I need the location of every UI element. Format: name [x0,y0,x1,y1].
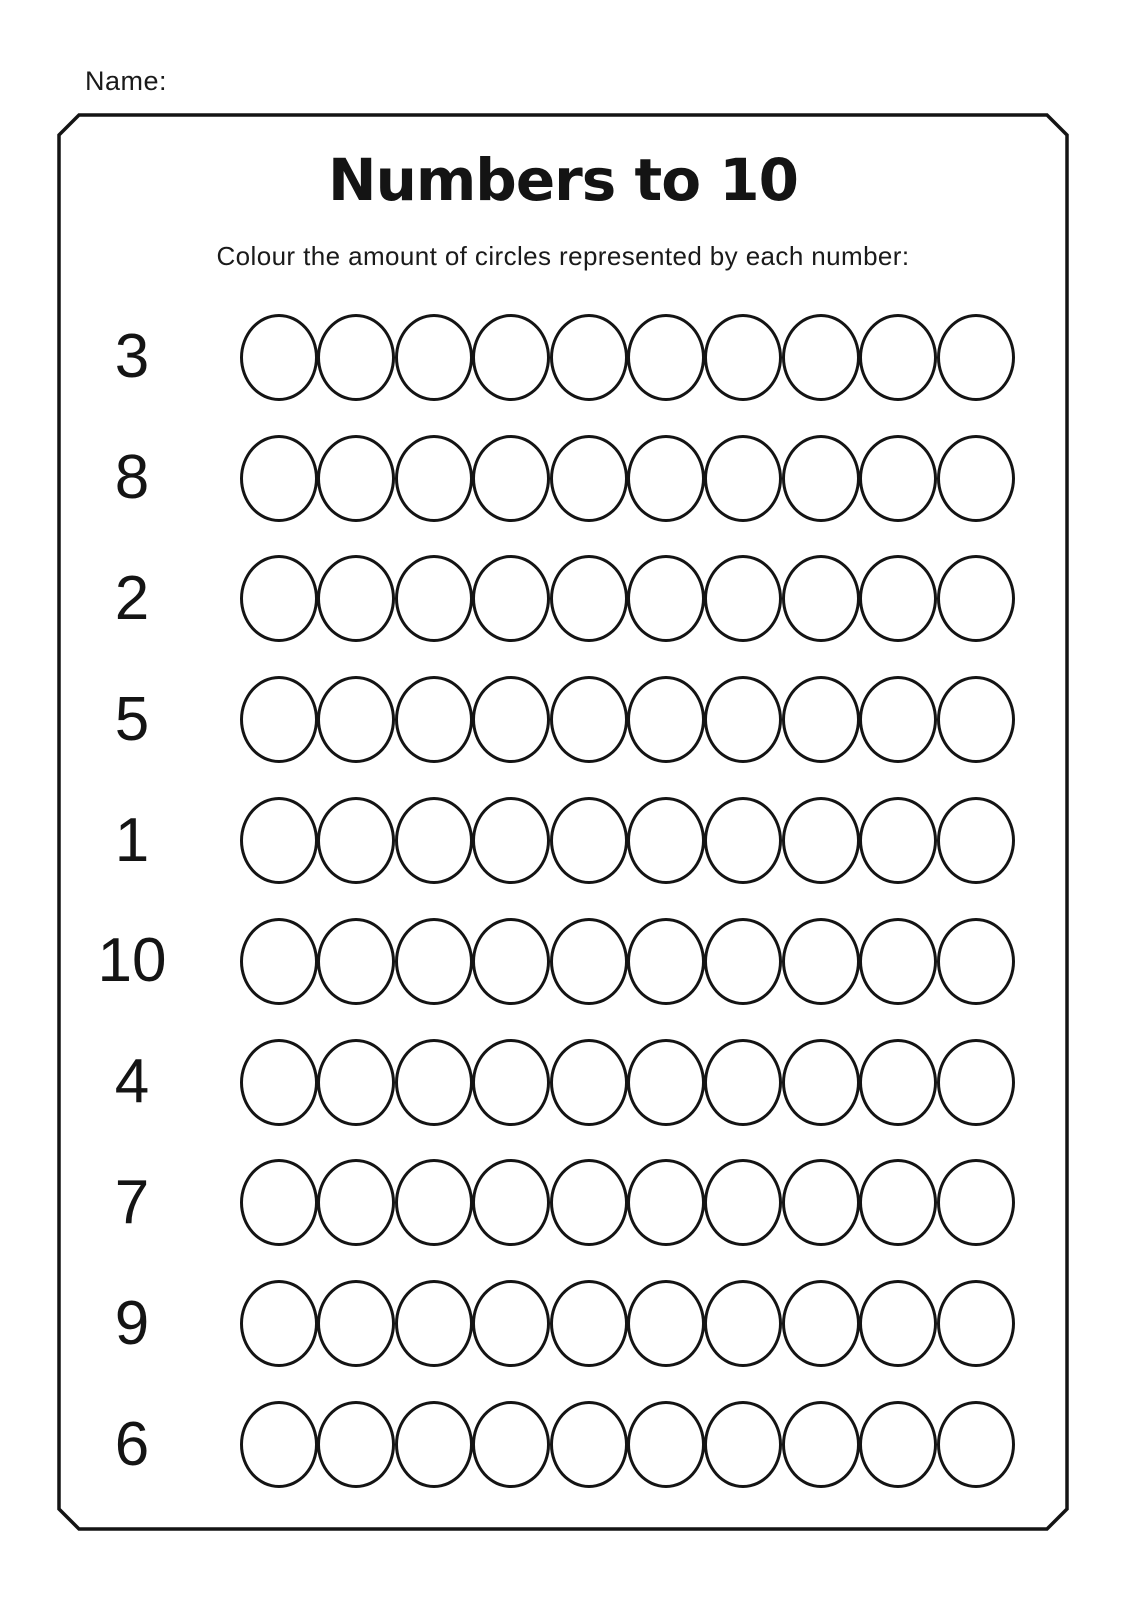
colour-circle[interactable] [472,1159,550,1246]
colour-circle[interactable] [704,918,782,1005]
colour-circle[interactable] [704,676,782,763]
number-row [57,1384,1069,1505]
name-label: Name: [85,66,168,96]
colour-circle[interactable] [627,1401,705,1488]
colour-circle[interactable] [550,918,628,1005]
colour-circle[interactable] [937,1039,1015,1126]
colour-circle[interactable] [317,676,395,763]
colour-circle[interactable] [550,1280,628,1367]
colour-circle[interactable] [859,797,937,884]
colour-circle[interactable] [782,1280,860,1367]
circles-group [240,314,1014,401]
colour-circle[interactable] [395,555,473,642]
colour-circle[interactable] [395,918,473,1005]
colour-circle[interactable] [395,435,473,522]
circles-group [240,1159,1014,1246]
colour-circle[interactable] [395,1280,473,1367]
colour-circle[interactable] [859,1280,937,1367]
colour-circle[interactable] [317,1039,395,1126]
colour-circle[interactable] [550,1039,628,1126]
number-row [57,1263,1069,1384]
colour-circle[interactable] [859,435,937,522]
row-number-label: 10 [97,926,167,996]
colour-circle[interactable] [317,1401,395,1488]
colour-circle[interactable] [550,797,628,884]
row-number-label: 6 [114,1409,150,1479]
colour-circle[interactable] [240,676,318,763]
circles-group [240,1039,1014,1126]
colour-circle[interactable] [704,1039,782,1126]
colour-circle[interactable] [550,676,628,763]
colour-circle[interactable] [550,435,628,522]
colour-circle[interactable] [859,314,937,401]
rows-container [57,297,1069,1505]
colour-circle[interactable] [395,314,473,401]
colour-circle[interactable] [859,918,937,1005]
circles-group [240,676,1014,763]
colour-circle[interactable] [317,918,395,1005]
colour-circle[interactable] [937,1159,1015,1246]
colour-circle[interactable] [859,1039,937,1126]
colour-circle[interactable] [550,314,628,401]
worksheet-box [57,113,1069,1531]
colour-circle[interactable] [317,1280,395,1367]
colour-circle[interactable] [704,314,782,401]
colour-circle[interactable] [937,797,1015,884]
colour-circle[interactable] [627,314,705,401]
colour-circle[interactable] [317,1159,395,1246]
colour-circle[interactable] [240,555,318,642]
colour-circle[interactable] [240,1280,318,1367]
worksheet-instructions: Colour the amount of circles represented by each number: [216,241,910,271]
colour-circle[interactable] [782,555,860,642]
number-row [57,1143,1069,1264]
row-number-label: 7 [114,1167,150,1237]
colour-circle[interactable] [704,1401,782,1488]
colour-circle[interactable] [782,1039,860,1126]
colour-circle[interactable] [859,555,937,642]
colour-circle[interactable] [937,555,1015,642]
colour-circle[interactable] [937,1401,1015,1488]
colour-circle[interactable] [395,797,473,884]
colour-circle[interactable] [704,435,782,522]
colour-circle[interactable] [627,797,705,884]
colour-circle[interactable] [395,1159,473,1246]
circles-group [240,918,1014,1005]
colour-circle[interactable] [782,797,860,884]
colour-circle[interactable] [782,918,860,1005]
colour-circle[interactable] [782,314,860,401]
colour-circle[interactable] [704,555,782,642]
colour-circle[interactable] [472,435,550,522]
colour-circle[interactable] [472,797,550,884]
colour-circle[interactable] [627,1159,705,1246]
circles-group [240,435,1014,522]
colour-circle[interactable] [937,314,1015,401]
colour-circle[interactable] [472,555,550,642]
colour-circle[interactable] [937,1280,1015,1367]
row-number-label: 3 [114,322,150,392]
row-number-label: 2 [114,563,150,633]
colour-circle[interactable] [782,676,860,763]
colour-circle[interactable] [317,797,395,884]
colour-circle[interactable] [937,435,1015,522]
colour-circle[interactable] [782,1159,860,1246]
colour-circle[interactable] [472,1039,550,1126]
colour-circle[interactable] [240,918,318,1005]
colour-circle[interactable] [782,1401,860,1488]
number-row [57,297,1069,418]
colour-circle[interactable] [472,918,550,1005]
colour-circle[interactable] [859,676,937,763]
number-row [57,1022,1069,1143]
circles-group [240,797,1014,884]
colour-circle[interactable] [782,435,860,522]
colour-circle[interactable] [550,555,628,642]
colour-circle[interactable] [317,314,395,401]
colour-circle[interactable] [859,1159,937,1246]
circles-group [240,1401,1014,1488]
colour-circle[interactable] [627,676,705,763]
colour-circle[interactable] [704,1159,782,1246]
colour-circle[interactable] [704,797,782,884]
colour-circle[interactable] [627,1280,705,1367]
colour-circle[interactable] [937,676,1015,763]
colour-circle[interactable] [472,1401,550,1488]
row-number-label: 4 [114,1047,150,1117]
colour-circle[interactable] [550,1159,628,1246]
colour-circle[interactable] [395,1401,473,1488]
number-row [57,659,1069,780]
colour-circle[interactable] [240,797,318,884]
colour-circle[interactable] [317,555,395,642]
number-row [57,418,1069,539]
colour-circle[interactable] [550,1401,628,1488]
colour-circle[interactable] [937,918,1015,1005]
row-number-label: 9 [114,1288,150,1358]
row-number-label: 5 [114,684,150,754]
worksheet-title: Numbers to 10 [328,146,798,214]
number-row [57,780,1069,901]
number-row [57,901,1069,1022]
colour-circle[interactable] [240,1039,318,1126]
colour-circle[interactable] [704,1280,782,1367]
colour-circle[interactable] [472,314,550,401]
circles-group [240,1280,1014,1367]
circles-group [240,555,1014,642]
colour-circle[interactable] [240,314,318,401]
colour-circle[interactable] [395,676,473,763]
colour-circle[interactable] [317,435,395,522]
colour-circle[interactable] [627,435,705,522]
colour-circle[interactable] [240,1159,318,1246]
row-number-label: 8 [114,443,150,513]
colour-circle[interactable] [240,1401,318,1488]
colour-circle[interactable] [472,676,550,763]
colour-circle[interactable] [240,435,318,522]
row-number-label: 1 [114,805,150,875]
colour-circle[interactable] [472,1280,550,1367]
colour-circle[interactable] [627,1039,705,1126]
colour-circle[interactable] [627,555,705,642]
colour-circle[interactable] [859,1401,937,1488]
colour-circle[interactable] [627,918,705,1005]
colour-circle[interactable] [395,1039,473,1126]
number-row [57,539,1069,660]
